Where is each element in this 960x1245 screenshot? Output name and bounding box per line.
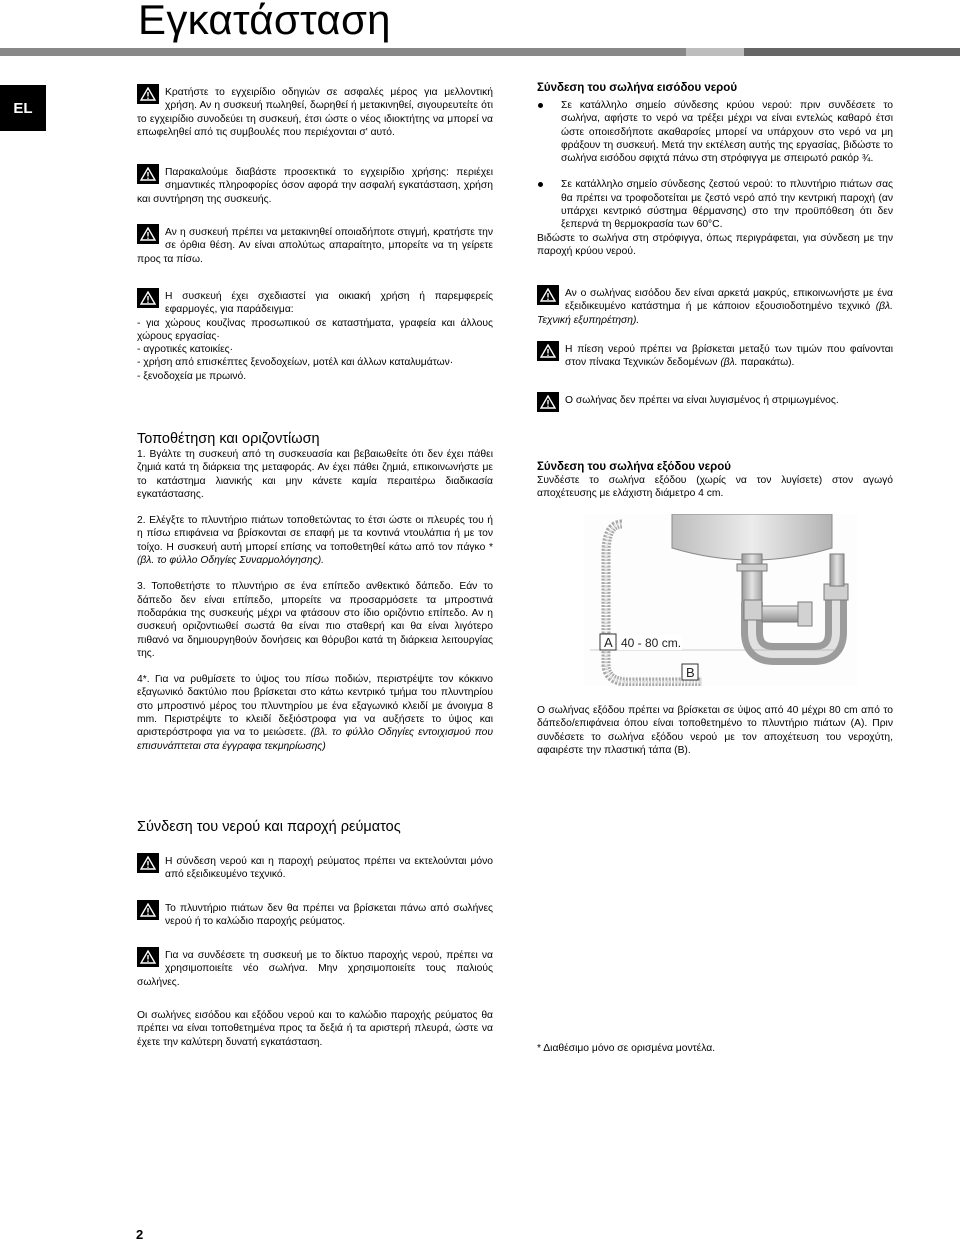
step-4-ref: (βλ. το φύλλο Οδηγίες εντοιχισμού που επισυνάπτεται στα έγγραφα τεκμηρίωσης) xyxy=(137,727,493,752)
header-rule-accent-dark xyxy=(744,48,960,56)
bullet-cold-water: Σε κατάλληλο σημείο σύνδεσης κρύου νερού: πριν συνδέσετε το σωλήνα, αφήστε το νερό να τρέξει μέχρι να είναι εντελώς καθαρό έτσι ώστε οποιεσδήποτε ακαθαρσίες μπορεί να υπάρχουν στο νερό να μη φράξουν τη συσκευή. Μετά την εκτέλεση αυτής της εργασίας, βιδώστε το σωλήνα εισόδου σφιχτά πάνω στη στρόφιγγα με σπειρωτό ρακόρ ¾. xyxy=(537,99,893,165)
hoses-position-text: Οι σωλήνες εισόδου και εξόδου νερού και το καλώδιο παροχής ρεύματος θα πρέπει να είναι τοποθετημένα προς τα δεξιά ή τα αριστερή πλευρά, ώστε να έχετε την καλύτερη δυνατή εγκατάσταση. xyxy=(137,1010,493,1048)
step-1: 1. Βγάλτε τη συσκευή από τη συσκευασία και βεβαιωθείτε ότι δεν έχει πάθει ζημιά κατά τη διάρκεια της μεταφοράς. Αν έχει πάθει ζημιά, επικοινωνήστε με το κατάστημα λιανικής και μην κάνετε καμία περαιτέρω διαδικασία εγκατάστασης. xyxy=(137,449,493,500)
placement-steps xyxy=(137,448,493,753)
warning-text-end: παρακάτω). xyxy=(740,357,795,369)
inlet-hose-heading: Σύνδεση του σωλήνα εισόδου νερού xyxy=(537,82,738,94)
trap-nut xyxy=(744,600,762,620)
step-3: 3. Τοποθετήστε το πλυντήριο σε ένα επίπεδο ανθεκτικό δάπεδο. Εάν το δάπεδο δεν είναι επίπεδο, μπορείτε να προσαρμόσετε τα μπροστινά ποδαράκια της συσκευής μέχρι να φτάσουν στο ίδιο οριζόντιο επίπεδο. Αν η συσκευή οριζοντιωθεί σωστά θα είναι πιο σταθερή και θα είναι λιγότερο πιθανό να δημιουργηθούν δονήσεις και θόρυβοι κατά τη διάρκεια λειτουργίας της. xyxy=(137,581,493,659)
warning-icon xyxy=(137,900,159,920)
language-tab: EL xyxy=(0,85,46,131)
hoses-position-paragraph xyxy=(137,1009,493,1049)
warning-text: Το πλυντήριο πιάτων δεν θα πρέπει να βρίσκεται πάνω από σωλήνες νερού ή το καλώδιο παροχής ρεύματος. xyxy=(165,903,493,928)
warning-icon xyxy=(137,853,159,873)
drain-diagram xyxy=(584,514,857,686)
tailpipe-nut xyxy=(737,564,767,571)
warning-read-manual xyxy=(137,166,493,206)
footnote-text: * Διαθέσιμο μόνο σε ορισμένα μοντέλα. xyxy=(537,1043,716,1054)
warning-icon xyxy=(137,224,159,244)
warning-text: Η συσκευή έχει σχεδιαστεί για οικιακή χρήση ή παρεμφερείς εφαρμογές, για παράδειγμα: xyxy=(165,291,493,316)
warning-icon xyxy=(537,392,559,412)
water-connection-heading: Σύνδεση του νερού και παροχή ρεύματος xyxy=(137,819,401,835)
step-2 xyxy=(137,514,493,567)
step-2-ref: (βλ. το φύλλο Οδηγίες Συναρμολόγησης). xyxy=(137,555,325,567)
usage-list-item: - ξενοδοχεία με πρωινό. xyxy=(137,370,247,382)
warning-text: Η σύνδεση νερού και η παροχή ρεύματος πρέπει να εκτελούνται μόνο από εξειδικευμένο τεχνικό. xyxy=(165,856,493,881)
warning-icon xyxy=(537,341,559,361)
warning-keep-manual xyxy=(137,86,493,139)
warning-hose-not-bent xyxy=(537,394,907,412)
warning-move-upright xyxy=(137,226,493,266)
drain-caption-text: Ο σωλήνας εξόδου πρέπει να βρίσκεται σε ύψος από 40 μέχρι 80 cm από το δάπεδο/επιφάνεια όπου είναι τοποθετημένο το πλυντήριο πιάτων (A). Πριν συνδέσετε το σωλήνα εξόδου νερού με τον αποχέτευση του νεροχύτη, αφαιρέστε την πλαστική τάπα (B). xyxy=(537,705,893,756)
page-title: Εγκατάσταση xyxy=(138,0,391,43)
warning-text: Για να συνδέσετε τη συσκευή με το δίκτυο παροχής νερού, πρέπει να χρησιμοποιείτε νέο σωλήνα. Μην χρησιμοποιείτε τους παλιούς σωλήνες. xyxy=(137,950,493,988)
sink-basin xyxy=(672,514,832,560)
label-b: B xyxy=(686,665,695,680)
inlet-bullets xyxy=(537,99,893,258)
header-rule-accent-light xyxy=(686,48,744,56)
inlet-after-bullets: Βιδώστε το σωλήνα στη στρόφιγγα, όπως περιγράφεται, για σύνδεση με την παροχή κρύου νερού. xyxy=(537,232,893,257)
step-4-text: 4*. Για να ρυθμίσετε το ύψος του πίσω ποδιών, περιστρέψτε τον κόκκινο εξαγωνικό δακτύλιο που βρίσκεται στο κάτω κεντρικό τμήμα του πλυντηρίου στο μπροστινό μέρος του πλυντηρίου με ένα εξαγωνικό κλειδί με άνοιγμα 8 mm. Περιστρέψτε το κλειδί δεξιόστροφα για να αυξήσετε το ύψος και αριστερόστροφα για να το μειώσετε. xyxy=(137,674,493,739)
warning-text: Κρατήστε το εγχειρίδιο οδηγιών σε ασφαλές μέρος για μελλοντική χρήση. Αν η συσκευή πωληθεί, δωρηθεί ή μετακινηθεί, σιγουρευτείτε ότι το εγχειρίδιο συνοδεύει τη συσκευή, έτσι ώστε ο νέος ιδιοκτήτης να μπορεί να επωφεληθεί από τις συμβουλές που περιέχονται σ' αυτό. xyxy=(137,87,493,138)
warning-text: Αν ο σωλήνας εισόδου δεν είναι αρκετά μακρύς, επικοινωνήστε με ένα εξειδικευμένο κατάστημα ή με κάποιον εξουσιοδοτημένο τεχνικό xyxy=(565,288,893,313)
warning-icon xyxy=(137,288,159,308)
warning-hose-length xyxy=(537,287,893,327)
label-a-measure: 40 - 80 cm. xyxy=(621,636,682,650)
outlet-text: Συνδέστε το σωλήνα εξόδου (χωρίς να τον λυγίσετε) στον αγωγό αποχέτευσης με ελάχιστη διάμετρο 4 cm. xyxy=(537,475,893,500)
step-2-text: 2. Ελέγξτε το πλυντήριο πιάτων τοποθετώντας το έτσι ώστε οι πλευρές του ή η πίσω επιφάνεια να βρίσκονται σε επαφή με τα κοντινά ντουλάπια ή με τον τοίχο. Η συσκευή αυτή μπορεί επίσης να τοποθετηθεί κάτω από τον πάγκο * xyxy=(137,515,493,553)
warning-ref: (βλ. xyxy=(720,357,738,369)
usage-list-item: - χρήση από επισκέπτες ξενοδοχείων, μοτέλ και άλλων καταλυμάτων· xyxy=(137,357,454,369)
usage-list-item: - για χώρους κουζίνας προσωπικού σε καταστήματα, γραφεία και άλλους χώρους εργασίας· xyxy=(137,317,493,342)
drain-illustration xyxy=(584,514,857,686)
usage-list-item: - αγροτικές κατοικίες· xyxy=(137,344,234,356)
header-rule xyxy=(0,48,686,56)
warning-icon xyxy=(137,84,159,104)
warning-qualified-technician xyxy=(137,855,493,882)
warning-not-over-pipes xyxy=(137,902,493,929)
warning-text: Η πίεση νερού πρέπει να βρίσκεται μεταξύ των τιμών που φαίνονται στον πίνακα Τεχνικών δεδομένων xyxy=(565,344,893,369)
sink-tailpipe xyxy=(742,554,762,604)
step-4 xyxy=(137,673,493,753)
outlet-pipe xyxy=(830,554,844,586)
warning-water-pressure xyxy=(537,343,893,370)
side-inlet-cap xyxy=(798,602,812,626)
warning-household-use xyxy=(137,290,493,383)
warning-text: Αν η συσκευή πρέπει να μετακινηθεί οποιαδήποτε στιγμή, κρατήστε την σε όρθια θέση. Αν είναι απολύτως απαραίτητο, μπορείτε να τη γείρετε προς τα πίσω. xyxy=(137,227,493,265)
warning-icon xyxy=(137,164,159,184)
warning-text: Ο σωλήνας δεν πρέπει να είναι λυγισμένος ή στριμωγμένος. xyxy=(565,395,839,406)
page-number: 2 xyxy=(136,1227,144,1242)
label-a: A xyxy=(604,635,613,650)
bullet-hot-water: Σε κατάλληλο σημείο σύνδεσης ζεστού νερού: το πλυντήριο πιάτων σας θα πρέπει να τροφοδοτείται με ζεστό νερό από την κεντρική παροχή (αν υπάρχει κεντρικό σύστημα θέρμανσης) στο την προϋπόθεση ότι δεν ξεπερνά τη θερμοκρασία των 60°C. xyxy=(537,178,893,231)
warning-icon xyxy=(137,947,159,967)
warning-text: Παρακαλούμε διαβάστε προσεκτικά το εγχειρίδιο χρήσης: περιέχει σημαντικές πληροφορίες όσον αφορά την ασφαλή εγκατάσταση, χρήση και συντήρηση της συσκευής. xyxy=(137,167,493,205)
outlet-paragraph xyxy=(537,474,893,501)
outlet-hose-heading: Σύνδεση του σωλήνα εξόδου νερού xyxy=(537,461,731,473)
warning-ref: (βλ. Τεχνική εξυπηρέτηση). xyxy=(537,301,893,326)
warning-icon xyxy=(537,285,559,305)
warning-new-hose xyxy=(137,949,493,989)
footnote xyxy=(537,1042,893,1055)
placement-heading: Τοποθέτηση και οριζοντίωση xyxy=(137,431,320,447)
drain-caption xyxy=(537,704,893,757)
